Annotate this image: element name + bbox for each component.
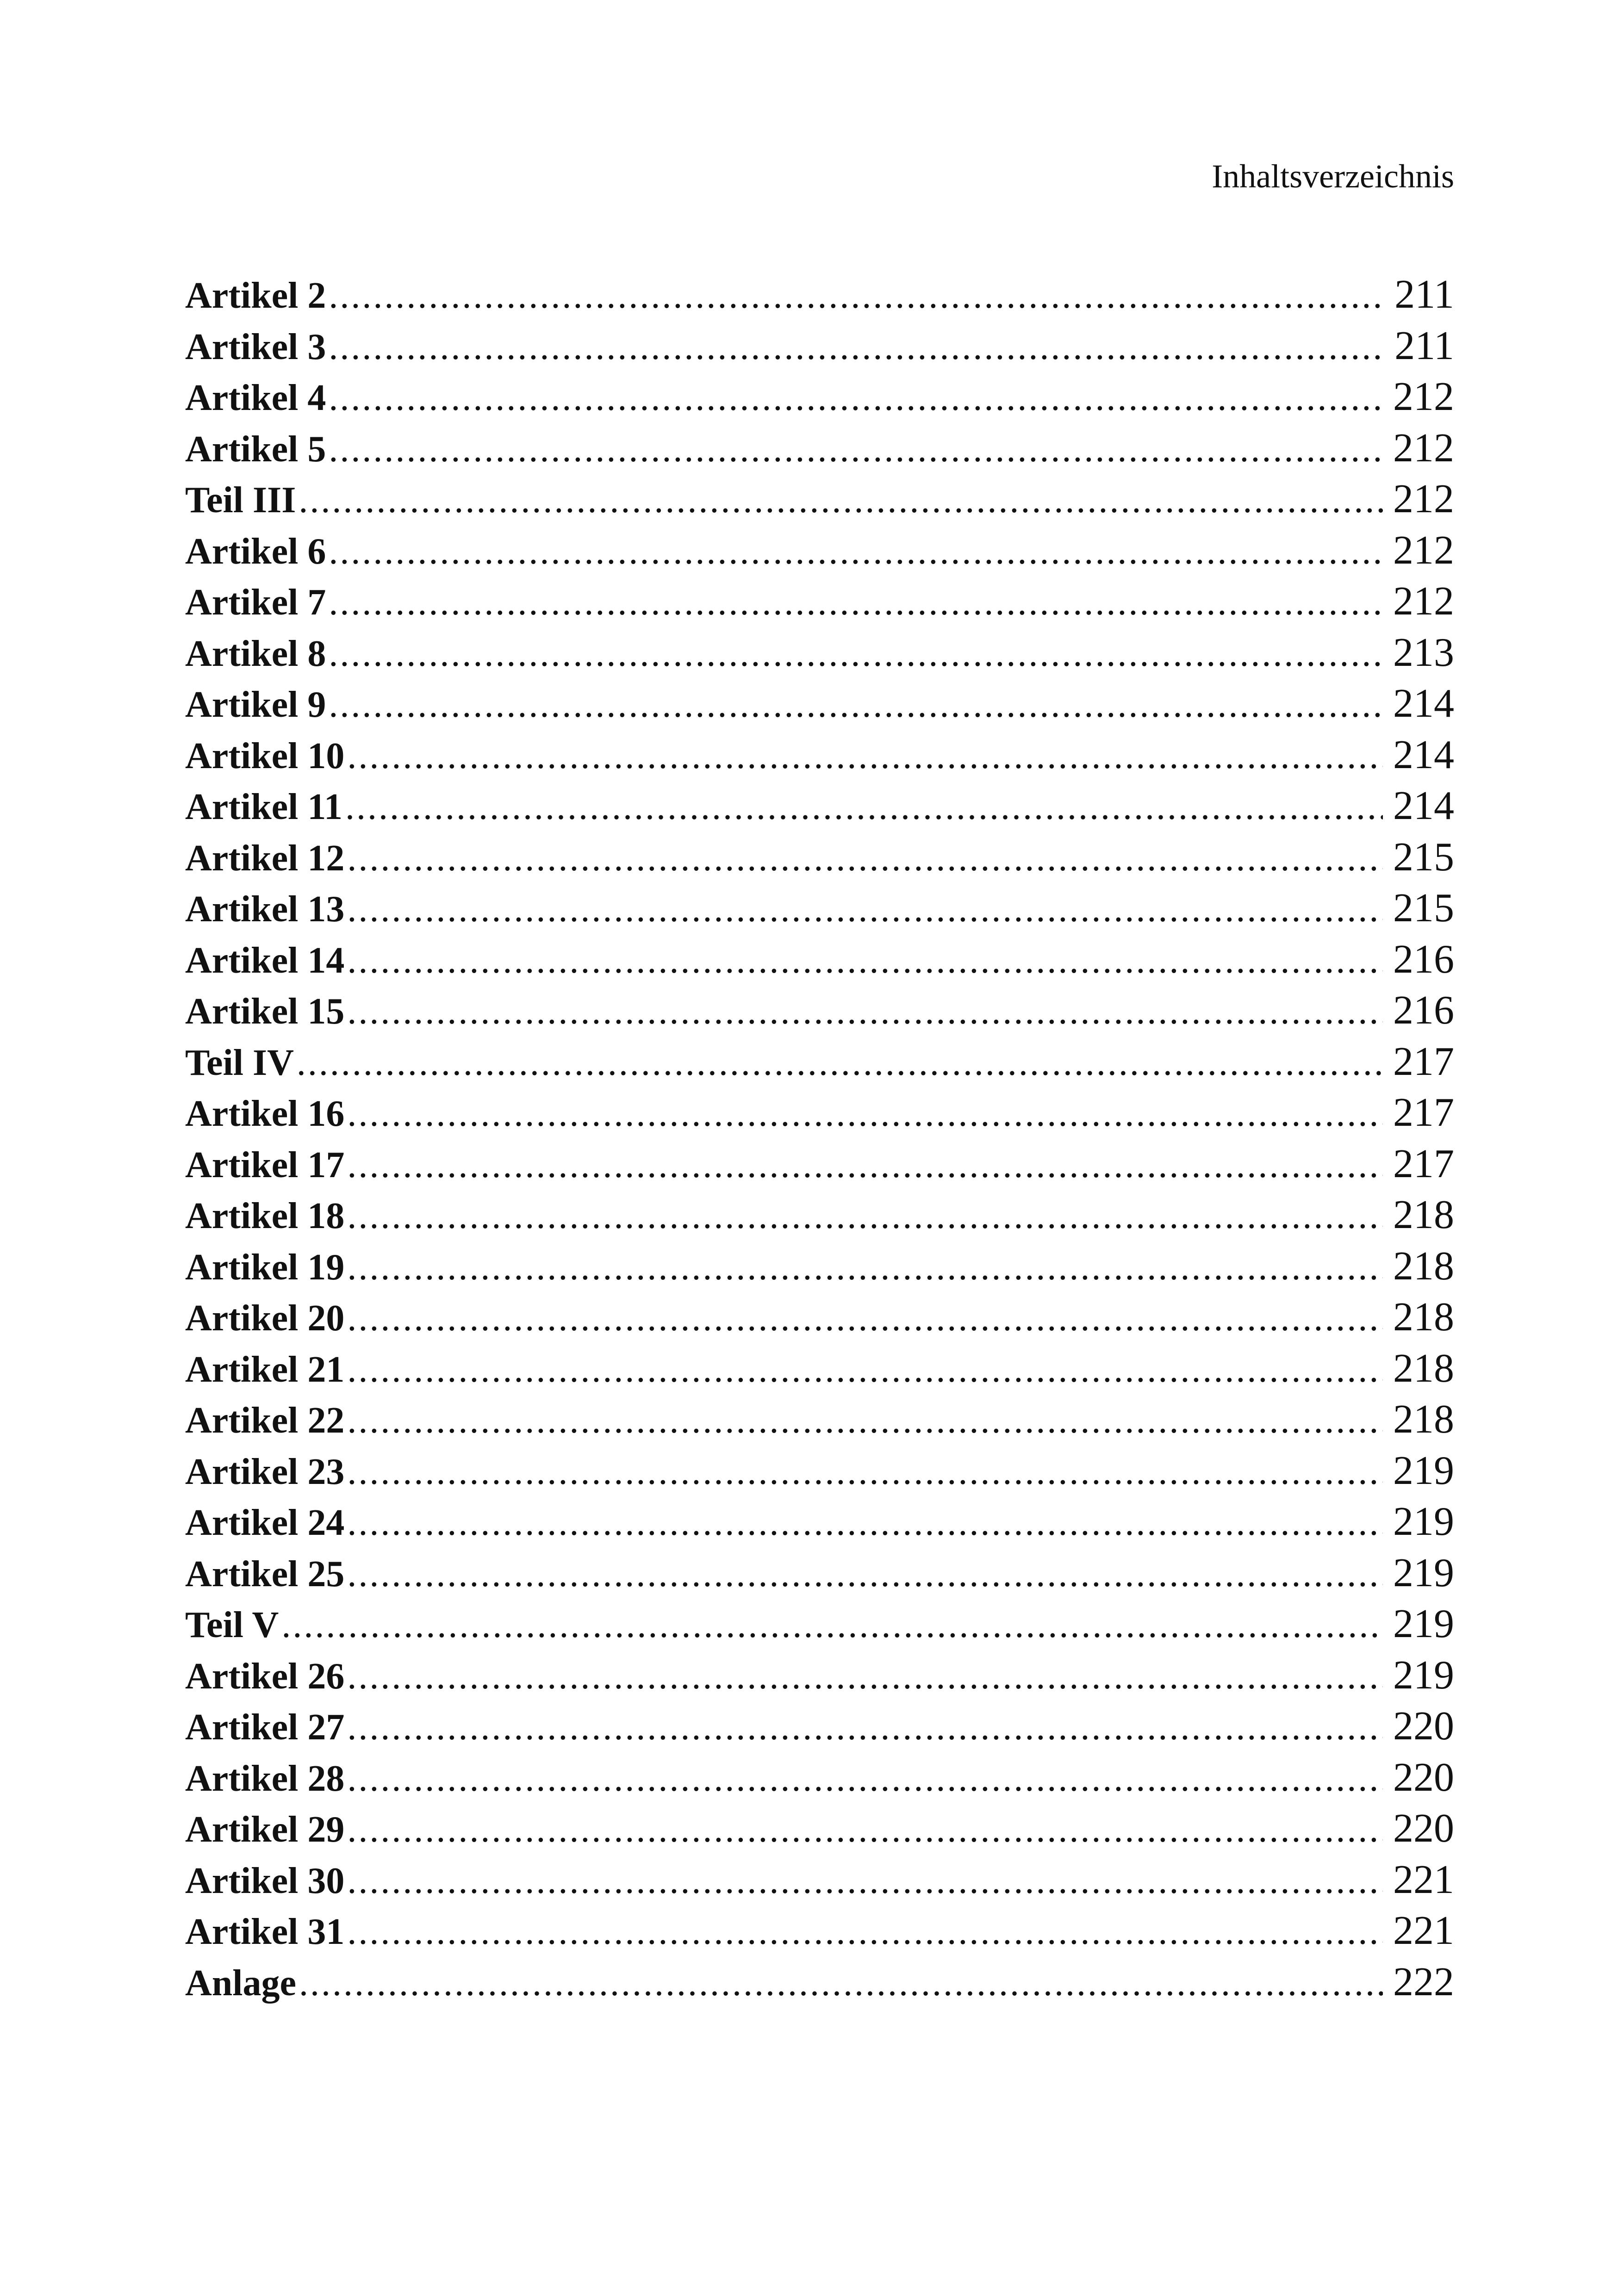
toc-entry-page: 212 (1393, 579, 1454, 624)
toc-entry-label: Anlage (185, 1962, 296, 2004)
toc-entry-label: Artikel 13 (185, 889, 345, 930)
toc-dot-leader (345, 782, 1383, 832)
toc-entry-label: Artikel 6 (185, 531, 326, 572)
toc-entry[interactable] (185, 985, 1454, 1036)
toc-entry[interactable] (185, 1548, 1454, 1599)
toc-entry[interactable] (185, 1905, 1454, 1957)
toc-entry-page: 219 (1393, 1601, 1454, 1646)
toc-dot-leader (347, 1549, 1383, 1599)
toc-dot-leader (347, 1293, 1383, 1343)
toc-entry[interactable] (185, 1701, 1454, 1752)
toc-entry[interactable] (185, 1599, 1454, 1650)
toc-entry-label: Artikel 9 (185, 684, 326, 725)
toc-dot-leader (329, 526, 1383, 577)
toc-entry-label: Artikel 26 (185, 1656, 345, 1697)
toc-entry-page: 219 (1393, 1652, 1454, 1698)
toc-entry-label: Artikel 25 (185, 1553, 345, 1595)
toc-entry-label: Artikel 24 (185, 1502, 345, 1543)
toc-entry[interactable] (185, 627, 1454, 679)
toc-dot-leader (299, 475, 1383, 525)
toc-entry-label: Artikel 2 (185, 275, 326, 316)
toc-entry-page: 219 (1393, 1550, 1454, 1595)
toc-entry[interactable] (185, 474, 1454, 525)
toc-dot-leader (347, 731, 1383, 781)
toc-dot-leader (347, 1497, 1383, 1548)
toc-entry-label: Artikel 10 (185, 735, 345, 776)
toc-entry[interactable] (185, 934, 1454, 986)
toc-entry[interactable] (185, 1803, 1454, 1855)
toc-dot-leader (347, 1088, 1383, 1139)
toc-dot-leader (347, 1242, 1383, 1292)
toc-entry[interactable] (185, 525, 1454, 577)
toc-entry-page: 216 (1393, 937, 1454, 982)
toc-entry[interactable] (185, 730, 1454, 781)
toc-entry[interactable] (185, 1855, 1454, 1906)
toc-dot-leader (299, 1958, 1383, 2008)
toc-dot-leader (329, 270, 1383, 321)
toc-entry[interactable] (185, 832, 1454, 883)
toc-entry[interactable] (185, 1036, 1454, 1088)
toc-entry-label: Artikel 27 (185, 1707, 345, 1748)
toc-entry-page: 219 (1393, 1448, 1454, 1493)
toc-entry-label: Artikel 5 (185, 428, 326, 470)
toc-dot-leader (347, 1344, 1383, 1395)
toc-entry-label: Teil V (185, 1605, 279, 1645)
toc-entry[interactable] (185, 1343, 1454, 1395)
toc-dot-leader (347, 1906, 1383, 1957)
toc-dot-leader (347, 833, 1383, 883)
toc-entry[interactable] (185, 1394, 1454, 1446)
toc-entry[interactable] (185, 321, 1454, 372)
toc-entry-label: Artikel 11 (185, 787, 342, 827)
toc-dot-leader (329, 679, 1383, 730)
toc-entry-page: 222 (1393, 1959, 1454, 2004)
toc-dot-leader (347, 935, 1383, 986)
toc-entry-label: Artikel 17 (185, 1144, 345, 1185)
toc-entry-label: Artikel 12 (185, 838, 345, 879)
toc-dot-leader (329, 628, 1383, 679)
toc-entry-page: 217 (1393, 1090, 1454, 1135)
toc-entry-page: 220 (1393, 1806, 1454, 1851)
toc-entry-page: 217 (1393, 1039, 1454, 1084)
toc-dot-leader (347, 1191, 1383, 1241)
toc-dot-leader (347, 884, 1383, 934)
toc-entry[interactable] (185, 1292, 1454, 1343)
toc-entry-page: 211 (1394, 272, 1454, 317)
toc-dot-leader (347, 1651, 1383, 1701)
toc-entry-page: 214 (1393, 783, 1454, 828)
toc-entry-page: 212 (1393, 374, 1454, 419)
toc-entry[interactable] (185, 678, 1454, 730)
toc-entry-label: Artikel 19 (185, 1247, 345, 1288)
toc-entry[interactable] (185, 1957, 1454, 2008)
toc-entry[interactable] (185, 1752, 1454, 1804)
toc-dot-leader (347, 1446, 1383, 1497)
toc-entry-page: 221 (1393, 1908, 1454, 1953)
toc-dot-leader (347, 1140, 1383, 1190)
toc-entry[interactable] (185, 1650, 1454, 1701)
toc-entry-page: 217 (1393, 1141, 1454, 1186)
toc-dot-leader (329, 372, 1383, 423)
toc-entry-page: 215 (1393, 834, 1454, 880)
toc-entry-page: 218 (1393, 1243, 1454, 1289)
toc-entry-label: Artikel 8 (185, 633, 326, 674)
toc-entry-label: Artikel 23 (185, 1451, 345, 1492)
toc-entry[interactable] (185, 1190, 1454, 1241)
toc-entry-page: 214 (1393, 681, 1454, 726)
toc-entry[interactable] (185, 423, 1454, 474)
toc-entry-page: 218 (1393, 1192, 1454, 1237)
toc-entry-label: Teil IV (185, 1042, 294, 1083)
toc-entry-page: 212 (1393, 477, 1454, 521)
toc-entry[interactable] (185, 1496, 1454, 1548)
toc-entry-page: 218 (1393, 1397, 1454, 1442)
toc-entry-label: Artikel 15 (185, 991, 345, 1032)
toc-entry-label: Artikel 21 (185, 1349, 345, 1390)
running-header: Inhaltsverzeichnis (1212, 158, 1454, 195)
toc-entry-label: Artikel 3 (185, 326, 326, 367)
toc-entry-label: Artikel 20 (185, 1298, 345, 1339)
table-of-contents (185, 269, 1454, 2008)
toc-entry-page: 213 (1393, 630, 1454, 675)
toc-entry-page: 218 (1393, 1295, 1454, 1340)
toc-entry-label: Artikel 7 (185, 582, 326, 623)
toc-dot-leader (347, 1804, 1383, 1855)
toc-entry-label: Artikel 31 (185, 1911, 345, 1952)
toc-dot-leader (329, 424, 1383, 474)
toc-dot-leader (347, 1753, 1383, 1804)
toc-entry-page: 212 (1393, 527, 1454, 573)
toc-entry-page: 218 (1393, 1346, 1454, 1391)
toc-entry[interactable] (185, 1139, 1454, 1190)
toc-entry-page: 216 (1393, 988, 1454, 1033)
toc-dot-leader (347, 986, 1383, 1036)
toc-entry[interactable] (185, 1241, 1454, 1292)
toc-dot-leader (297, 1037, 1383, 1088)
toc-entry[interactable] (185, 269, 1454, 321)
toc-entry-label: Teil III (185, 480, 296, 521)
toc-entry[interactable] (185, 1446, 1454, 1497)
toc-entry-label: Artikel 30 (185, 1860, 345, 1901)
toc-dot-leader (347, 1702, 1383, 1752)
toc-entry-label: Artikel 16 (185, 1093, 345, 1134)
toc-entry-label: Artikel 4 (185, 378, 326, 418)
toc-entry[interactable] (185, 1087, 1454, 1139)
toc-entry-page: 220 (1393, 1704, 1454, 1749)
toc-entry-page: 220 (1393, 1755, 1454, 1800)
toc-entry-label: Artikel 22 (185, 1400, 345, 1441)
toc-entry[interactable] (185, 372, 1454, 423)
toc-entry-label: Artikel 18 (185, 1196, 345, 1236)
toc-dot-leader (347, 1395, 1383, 1446)
toc-entry[interactable] (185, 883, 1454, 934)
toc-dot-leader (347, 1855, 1383, 1906)
toc-entry-page: 214 (1393, 732, 1454, 777)
toc-entry[interactable] (185, 576, 1454, 627)
toc-dot-leader (329, 322, 1383, 372)
toc-dot-leader (281, 1600, 1383, 1650)
toc-entry[interactable] (185, 781, 1454, 832)
toc-entry-label: Artikel 28 (185, 1758, 345, 1799)
toc-entry-page: 219 (1393, 1499, 1454, 1544)
toc-entry-label: Artikel 14 (185, 940, 345, 981)
toc-entry-page: 212 (1393, 425, 1454, 471)
toc-entry-page: 215 (1393, 886, 1454, 931)
toc-dot-leader (329, 577, 1383, 627)
toc-entry-label: Artikel 29 (185, 1809, 345, 1850)
toc-entry-page: 211 (1394, 323, 1454, 368)
toc-entry-page: 221 (1393, 1857, 1454, 1902)
